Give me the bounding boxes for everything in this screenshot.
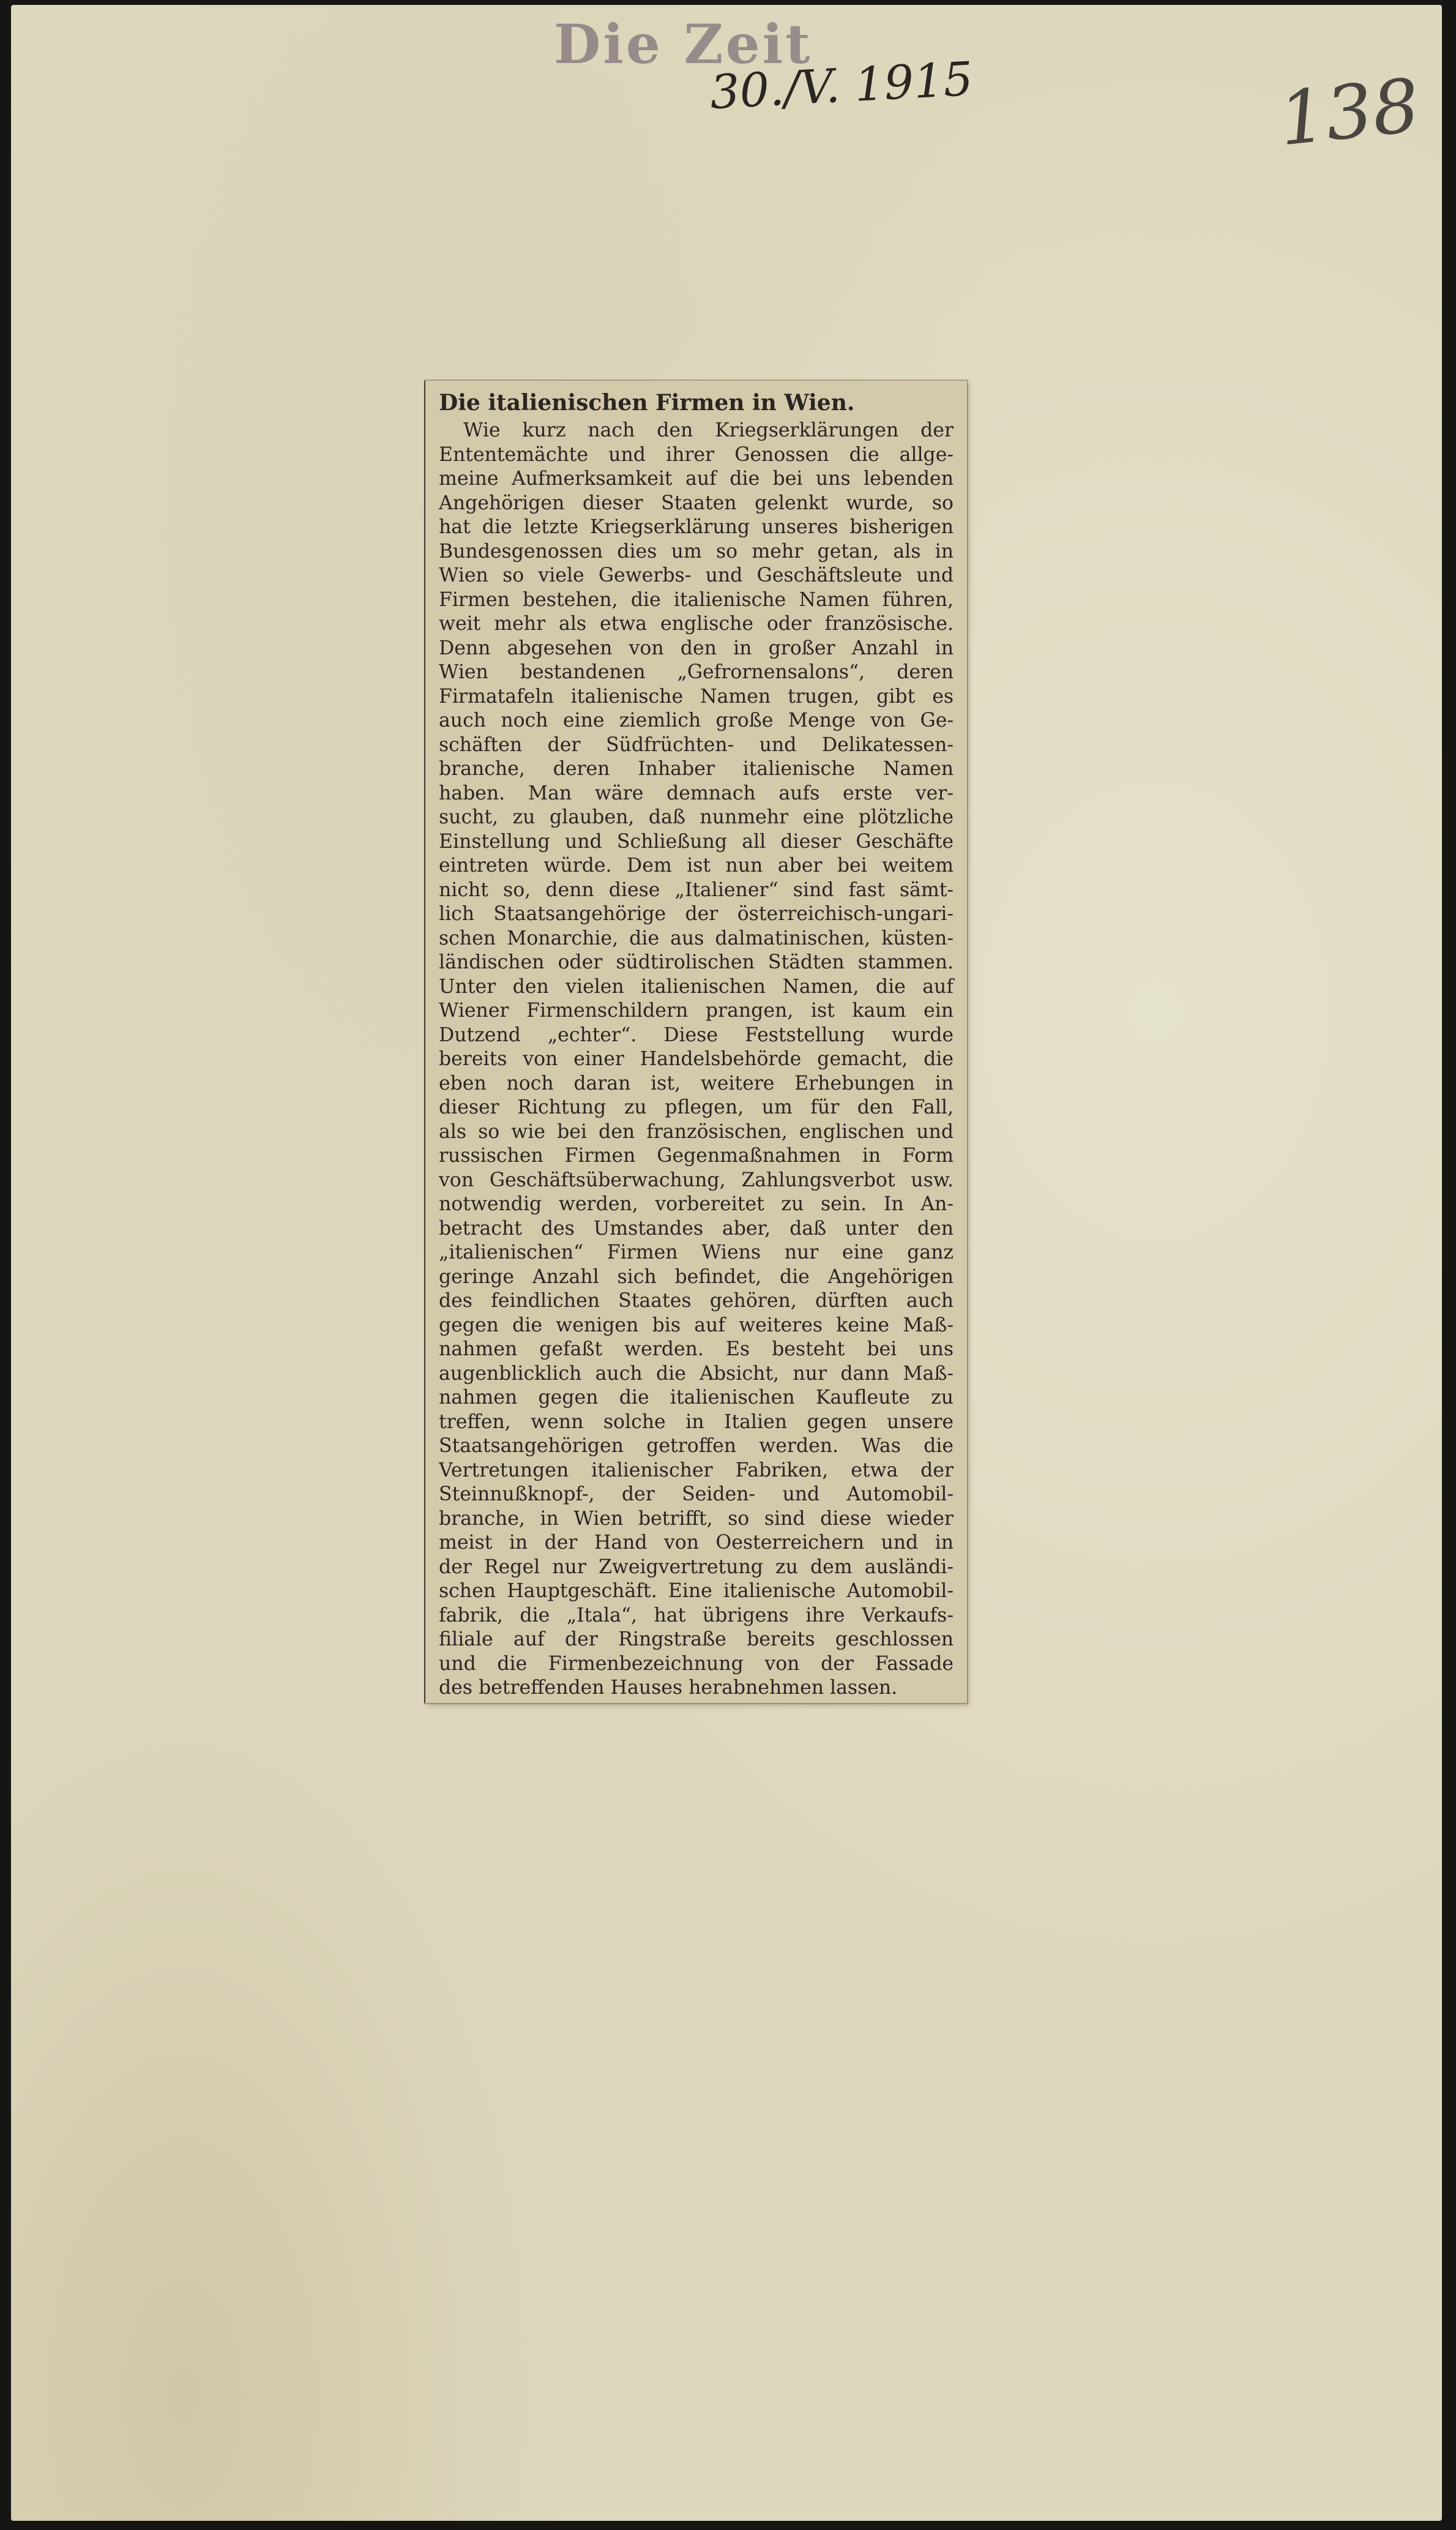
article-line: Angehörigen dieser Staaten gelenkt wurde, so <box>439 492 954 514</box>
article-line: hat die letzte Kriegserklärung unseres bisherigen <box>439 516 954 538</box>
article-line: fabrik, die „Itala“, hat übrigens ihre Verkaufs- <box>439 1604 954 1626</box>
article-line: „italienischen“ Firmen Wiens nur eine ganz <box>439 1241 954 1263</box>
article-line: auch noch eine ziemlich große Menge von Ge- <box>439 709 954 732</box>
article-line: des feindlichen Staates gehören, dürften auch <box>439 1290 954 1312</box>
article-line: Wiener Firmenschildern prangen, ist kaum ein <box>439 1000 954 1022</box>
article-line: Unter den vielen italienischen Namen, die auf <box>439 975 954 998</box>
article-line: als so wie bei den französischen, englischen und <box>439 1120 954 1143</box>
article-line: bereits von einer Handelsbehörde gemacht, die <box>439 1048 954 1070</box>
article-line: meist in der Hand von Oesterreichern und in <box>439 1532 954 1554</box>
article-line: und die Firmenbezeichnung von der Fassade <box>439 1652 954 1675</box>
article-line: geringe Anzahl sich befindet, die Angehörigen <box>439 1265 954 1288</box>
article-line: der Regel nur Zweigvertretung zu dem ausländi- <box>439 1555 954 1578</box>
newspaper-clipping <box>425 381 967 1703</box>
article-headline: Die italienischen Firmen in Wien. <box>439 390 855 416</box>
article-line: haben. Man wäre demnach aufs erste ver- <box>439 782 954 804</box>
article-line: schen Monarchie, die aus dalmatinischen, küsten- <box>439 927 954 949</box>
article-line: Wien bestandenen „Gefrornensalons“, deren <box>439 661 954 683</box>
article-line: Staatsangehörigen getroffen werden. Was die <box>439 1435 954 1457</box>
article-line: Denn abgesehen von den in großer Anzahl in <box>439 637 954 659</box>
article-line: Wien so viele Gewerbs- und Geschäftsleute und <box>439 564 954 586</box>
article-line: Wie kurz nach den Kriegserklärungen der <box>463 419 954 441</box>
article-line: des betreffenden Hauses herabnehmen lassen. <box>439 1677 898 1699</box>
article-line: augenblicklich auch die Absicht, nur dann Maß- <box>439 1362 954 1385</box>
article-line: Vertretungen italienischer Fabriken, etwa der <box>439 1459 954 1481</box>
article-body <box>439 419 954 1701</box>
article-line: notwendig werden, vorbereitet zu sein. In An- <box>439 1193 954 1215</box>
folio-number: 138 <box>1275 63 1424 163</box>
article-line: schäften der Südfrüchten- und Delikatessen- <box>439 733 954 756</box>
article-line: dieser Richtung zu pflegen, um für den Fall, <box>439 1096 954 1118</box>
article-line: eintreten würde. Dem ist nun aber bei weitem <box>439 855 954 877</box>
article-line: weit mehr als etwa englische oder französische. <box>439 613 954 635</box>
article-line: Einstellung und Schließung all dieser Geschäfte <box>439 830 954 853</box>
article-line: filiale auf der Ringstraße bereits geschlossen <box>439 1628 954 1650</box>
article-line: branche, in Wien betrifft, so sind diese wieder <box>439 1507 954 1530</box>
article-line: Steinnußknopf-, der Seiden- und Automobil- <box>439 1483 954 1505</box>
article-line: Firmatafeln italienische Namen trugen, gibt es <box>439 685 954 708</box>
article-line: gegen die wenigen bis auf weiteres keine Maß- <box>439 1314 954 1336</box>
article-line: von Geschäftsüberwachung, Zahlungsverbot usw. <box>439 1169 954 1191</box>
article-line: treffen, wenn solche in Italien gegen unsere <box>439 1410 954 1433</box>
article-line: eben noch daran ist, weitere Erhebungen in <box>439 1072 954 1095</box>
article-line: ländischen oder südtirolischen Städten stammen. <box>439 951 954 973</box>
article-line: Dutzend „echter“. Diese Feststellung wurde <box>439 1024 954 1046</box>
article-line: nicht so, denn diese „Italiener“ sind fast sämt- <box>439 878 954 901</box>
article-line: meine Aufmerksamkeit auf die bei uns lebenden <box>439 468 954 490</box>
article-line: Firmen bestehen, die italienische Namen führen, <box>439 588 954 611</box>
article-line: schen Hauptgeschäft. Eine italienische Automobil- <box>439 1580 954 1602</box>
article-line: sucht, zu glauben, daß nunmehr eine plötzliche <box>439 806 954 828</box>
article-line: Ententemächte und ihrer Genossen die allge- <box>439 443 954 466</box>
article-line: russischen Firmen Gegenmaßnahmen in Form <box>439 1145 954 1167</box>
newspaper-stamp: Die Zeit <box>554 12 813 76</box>
handwritten-date: 30./V. 1915 <box>708 51 974 120</box>
article-line: betracht des Umstandes aber, daß unter den <box>439 1217 954 1240</box>
article-line: branche, deren Inhaber italienische Namen <box>439 758 954 780</box>
article-line: Bundesgenossen dies um so mehr getan, als in <box>439 540 954 563</box>
article-line: nahmen gegen die italienischen Kaufleute zu <box>439 1387 954 1409</box>
article-line: lich Staatsangehörige der österreichisch-ungari- <box>439 903 954 925</box>
article-line: nahmen gefaßt werden. Es besteht bei uns <box>439 1338 954 1360</box>
